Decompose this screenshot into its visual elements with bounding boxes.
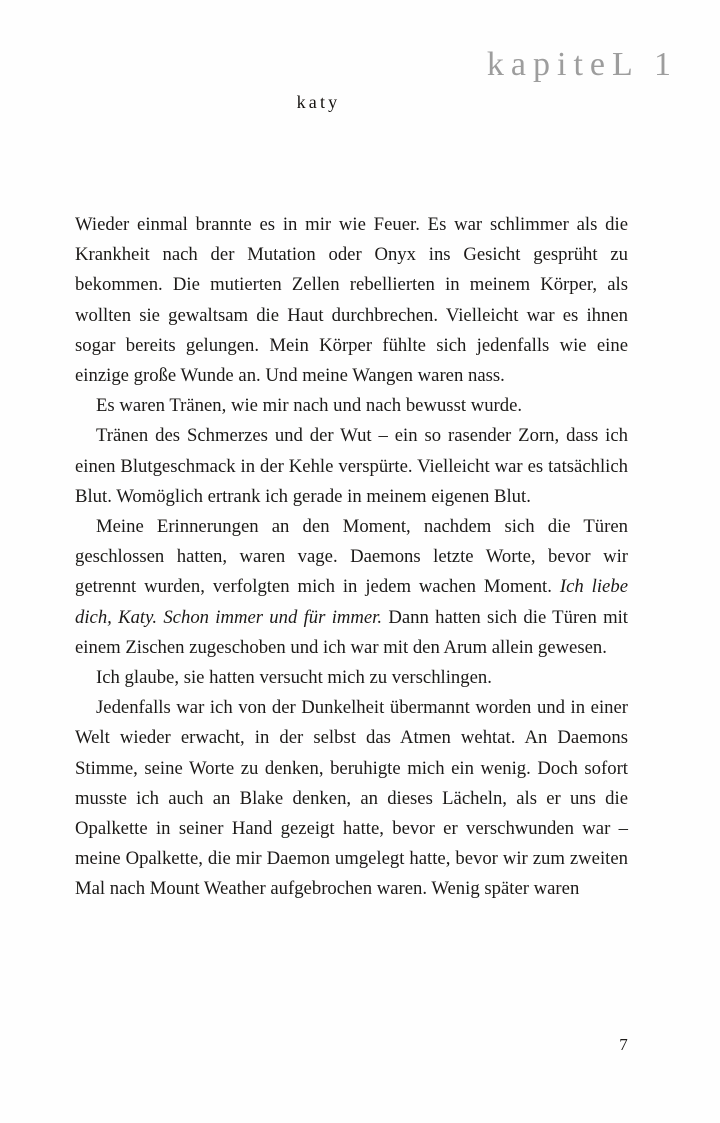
chapter-subtitle: katy (296, 92, 341, 112)
body-paragraph (75, 210, 628, 391)
body-paragraph (75, 391, 628, 421)
text-run: Tränen des Schmerzes und der Wut – ein so rasender Zorn, dass ich einen Blutgeschmack in der Kehle verspürte. Vielleicht war es tatsächlich Blut. Womöglich ertrank ich gerade in meinem eigenen Blut. (75, 425, 628, 507)
italic-text-run: Ich liebe dich, Katy. Schon immer und für immer. (75, 576, 628, 628)
text-run: Wieder einmal brannte es in mir wie Feuer. Es war schlimmer als die Krankheit nach der Mutation oder Onyx ins Gesicht gesprüht zu bekommen. Die mutierten Zellen rebellierten in meinem Körper, als wollten sie gewaltsam die Haut durchbrechen. Vielleicht war es ihnen sogar bereits gelungen. Mein Körper fühlte sich jedenfalls wie eine einzige große Wunde an. Und meine Wangen waren nass. (75, 214, 628, 387)
text-run: Ich glaube, sie hatten versucht mich zu verschlingen. (96, 667, 492, 689)
text-run: Es waren Tränen, wie mir nach und nach bewusst wurde. (96, 395, 523, 417)
body-paragraph (75, 663, 628, 693)
chapter-subtitle-wrapper (75, 93, 680, 113)
text-run: Dann hatten sich die Türen mit einem Zischen zugeschoben und ich war mit den Arum allein gewesen. (75, 606, 628, 658)
body-text-block (75, 210, 628, 905)
body-paragraph (75, 421, 628, 512)
page-number: 7 (619, 1035, 628, 1054)
text-run: Meine Erinnerungen an den Moment, nachdem sich die Türen geschlossen hatten, waren vage. Daemons letzte Worte, bevor wir getrennt wurden, verfolgten mich in jedem wachen Moment. (75, 516, 628, 598)
body-paragraph (75, 512, 628, 663)
chapter-heading-block (75, 48, 680, 113)
body-paragraph (75, 693, 628, 904)
text-run: Jedenfalls war ich von der Dunkelheit übermannt worden und in einer Welt wieder erwacht, in der selbst das Atmen wehtat. An Daemons Stimme, seine Worte zu denken, beruhigte mich ein wenig. Doch sofort musste ich auch an Blake denken, an dieses Lächeln, als er uns die Opalkette in seiner Hand gezeigt hatte, bevor er verschwunden war – meine Opalkette, die mir Daemon umgelegt hatte, bevor wir zum zweiten Mal nach Mount Weather aufgebrochen waren. Wenig später waren (75, 697, 628, 900)
chapter-title: kapiteL 1 (486, 46, 678, 83)
